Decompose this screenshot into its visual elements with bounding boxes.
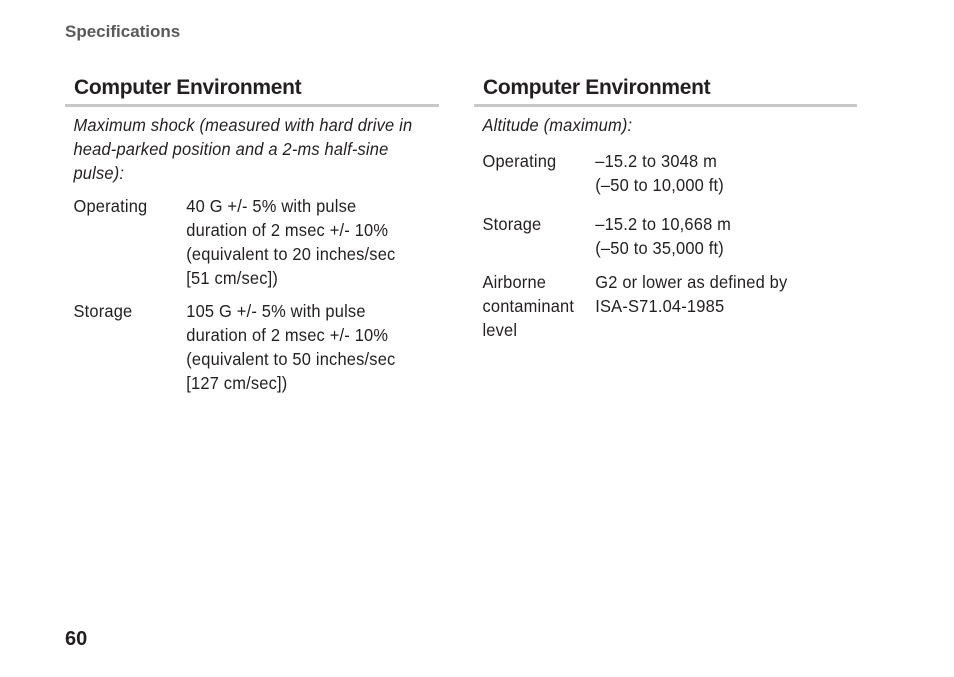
value-line: (equivalent to 50 inches/sec bbox=[186, 349, 396, 369]
table-body bbox=[65, 113, 417, 395]
value-line: G2 or lower as defined by bbox=[595, 272, 788, 292]
value-line: [51 cm/sec]) bbox=[186, 268, 279, 288]
row-label: Operating bbox=[73, 196, 148, 216]
value-line: [127 cm/sec]) bbox=[186, 373, 288, 393]
shock-rows bbox=[65, 194, 417, 395]
value-line: (–50 to 10,000 ft) bbox=[595, 175, 724, 195]
row-label bbox=[482, 270, 595, 342]
row-value bbox=[595, 212, 834, 260]
label-line: contaminant bbox=[482, 296, 575, 316]
label-line: Operating bbox=[482, 151, 557, 171]
table-row bbox=[65, 194, 417, 290]
value-line: 105 G +/- 5% with pulse bbox=[186, 301, 366, 321]
table-row bbox=[474, 270, 834, 342]
value-line: –15.2 to 10,668 m bbox=[595, 214, 732, 234]
table-row bbox=[474, 149, 834, 197]
value-line: ISA-S71.04-1985 bbox=[595, 296, 725, 316]
row-value bbox=[186, 194, 416, 290]
label-line: Storage bbox=[482, 214, 542, 234]
value-line: –15.2 to 3048 m bbox=[595, 151, 717, 171]
row-value bbox=[595, 270, 834, 342]
page-number: 60 bbox=[65, 628, 88, 650]
altitude-spec-table bbox=[474, 74, 857, 342]
shock-note: Maximum shock (measured with hard drive in head-parked position and a 2-ms half-sine pulse): bbox=[73, 115, 413, 183]
row-value bbox=[595, 149, 834, 197]
altitude-rows bbox=[474, 149, 834, 342]
shock-spec-table bbox=[65, 74, 439, 395]
value-line: (equivalent to 20 inches/sec bbox=[186, 244, 396, 264]
row-label: Storage bbox=[73, 301, 133, 321]
label-line: Airborne bbox=[482, 272, 547, 292]
altitude-note: Altitude (maximum): bbox=[482, 115, 633, 135]
table-title: Computer Environment bbox=[474, 74, 857, 107]
running-header: Specifications bbox=[65, 22, 181, 41]
row-value bbox=[186, 299, 416, 395]
value-line: (–50 to 35,000 ft) bbox=[595, 238, 724, 258]
label-line: level bbox=[482, 320, 518, 340]
value-line: duration of 2 msec +/- 10% bbox=[186, 325, 389, 345]
row-label bbox=[482, 149, 595, 197]
table-title: Computer Environment bbox=[65, 74, 439, 107]
row-label bbox=[482, 212, 595, 260]
table-body bbox=[474, 113, 834, 342]
table-row bbox=[474, 212, 834, 260]
value-line: duration of 2 msec +/- 10% bbox=[186, 220, 389, 240]
table-row bbox=[65, 299, 417, 395]
value-line: 40 G +/- 5% with pulse bbox=[186, 196, 357, 216]
